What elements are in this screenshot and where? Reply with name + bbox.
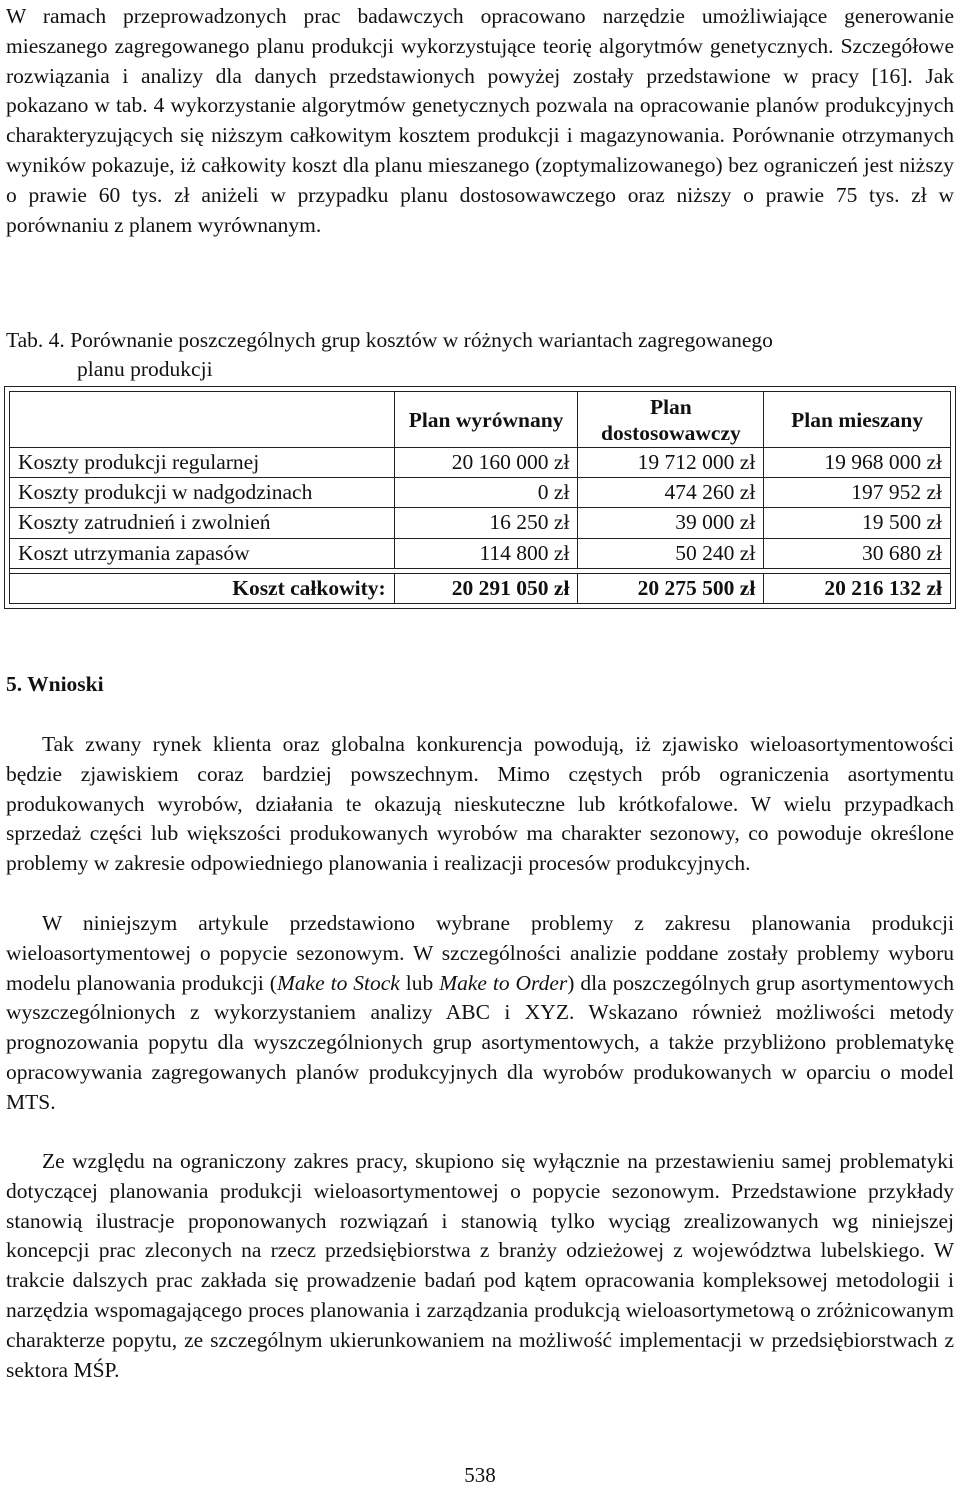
cell-value: 39 000 zł: [578, 508, 764, 538]
total-label: Koszt całkowity:: [10, 573, 395, 603]
cell-value: 474 260 zł: [578, 478, 764, 508]
header-plan-dostosowawczy: Plan dostosowawczy: [578, 392, 764, 448]
cost-comparison-table: [9, 391, 951, 604]
table-caption-label: Tab. 4.: [6, 328, 65, 352]
table-header-row: [10, 392, 951, 448]
cell-value: 30 680 zł: [764, 538, 951, 568]
table-caption-line2: planu produkcji: [77, 357, 213, 381]
conclusion-paragraph-3: Ze względu na ograniczony zakres pracy, skupiono się wyłącznie na przestawieniu samej problematyki dotyczącej planowania produkcji wieloasortymentowej o popycie sezonowym. Przedstawione przykłady stanowią ilustracje proponowanych rozwiązań i stanowią tylko wyciąg zrealizowanych wg niniejszej koncepcji prac zleconych na rzecz przedsiębiorstwa z branży odzieżowej z województwa lubelskiego. W trakcie dalszych prac zakłada się prowadzenie badań pod kątem opracowania kompleksowej metodologii i narzędzia wspomagającego proces planowania i zarządzania produkcją wieloasortymetową o zróżnicowanym charakterze popytu, ze szczególnym ukierunkowaniem na możliwość implementacji w przedsiębiorstwach z sektora MŚP.: [6, 1149, 954, 1382]
row-label: Koszt utrzymania zapasów: [10, 538, 395, 568]
header-plan-mieszany: Plan mieszany: [764, 392, 951, 448]
conclusion-paragraph-2: [6, 909, 954, 1118]
header-empty-cell: [10, 392, 395, 448]
row-label: Koszty produkcji w nadgodzinach: [10, 478, 395, 508]
cell-value: 16 250 zł: [394, 508, 578, 538]
italic-term-make-to-order: Make to Order: [439, 970, 568, 995]
paragraph-text: W niniejszym artykule przedstawiono wybrane problemy z zakresu planowania produkcji wieloasortymentowej o popycie sezonowym. W szczególności analizie poddane zostały problemy wyboru modelu planowania produkcji (: [6, 911, 954, 995]
table-caption-line1: Porównanie poszczególnych grup kosztów w różnych wariantach zagregowanego: [70, 328, 773, 352]
row-label: Koszty zatrudnień i zwolnień: [10, 508, 395, 538]
page-number: 538: [464, 1463, 496, 1487]
total-value: 20 291 050 zł: [394, 573, 578, 603]
cell-value: 19 500 zł: [764, 508, 951, 538]
conclusion-paragraph-1: Tak zwany rynek klienta oraz globalna konkurencja powodują, iż zjawisko wieloasortymentowości będzie zjawiskiem coraz bardziej powszechnym. Mimo częstych prób ograniczenia asortymentu produkowanych wyrobów, działania te okazują nieskuteczne lub krótkofalowe. W wielu przypadkach sprzedaż części lub większości produkowanych wyrobów ma charakter sezonowy, co powoduje określone problemy w zakresie odpowiedniego planowania i realizacji procesów produkcyjnych.: [6, 732, 954, 876]
paragraph-text: lub: [399, 970, 440, 995]
paragraph-text: ) dla poszczególnych grup asortymentowych wyszczególnionych z wykorzystaniem analizy ABC i XYZ. Wskazano również możliwości metody prognozowania popytu dla wyszczególnionych grup asortymentowych, a także przybliżono problematykę opracowywania zagregowanych planów produkcyjnych dla wyrobów produkowanych w oparciu o model MTS.: [6, 970, 954, 1114]
total-value: 20 216 132 zł: [764, 573, 951, 603]
table-row: [10, 508, 951, 538]
cell-value: 19 712 000 zł: [578, 448, 764, 478]
cost-table-frame: [4, 386, 956, 609]
row-label: Koszty produkcji regularnej: [10, 448, 395, 478]
table-row: [10, 538, 951, 568]
italic-term-make-to-stock: Make to Stock: [276, 970, 400, 995]
cell-value: 197 952 zł: [764, 478, 951, 508]
cell-value: 20 160 000 zł: [394, 448, 578, 478]
cell-value: 19 968 000 zł: [764, 448, 951, 478]
section-heading: 5. Wnioski: [6, 672, 104, 696]
intro-paragraph: W ramach przeprowadzonych prac badawczych opracowano narzędzie umożliwiające generowanie mieszanego zagregowanego planu produkcji wykorzystujące teorię algorytmów genetycznych. Szczegółowe rozwiązania i analizy dla danych przedstawionych powyżej zostały przedstawione w pracy [16]. Jak pokazano w tab. 4 wykorzystanie algorytmów genetycznych pozwala na opracowanie planów produkcyjnych charakteryzujących się niższym całkowitym kosztem produkcji i magazynowania. Porównanie otrzymanych wyników pokazuje, iż całkowity koszt dla planu mieszanego (zoptymalizowanego) bez ograniczeń jest niższy o prawie 60 tys. zł aniżeli w przypadku planu dostosowawczego oraz niższy o prawie 75 tys. zł w porównaniu z planem wyrównanym.: [6, 4, 954, 237]
table-caption: [6, 326, 954, 384]
cell-value: 50 240 zł: [578, 538, 764, 568]
table-row: [10, 478, 951, 508]
table-total-row: [10, 573, 951, 603]
total-value: 20 275 500 zł: [578, 573, 764, 603]
cell-value: 0 zł: [394, 478, 578, 508]
table-row: [10, 448, 951, 478]
cell-value: 114 800 zł: [394, 538, 578, 568]
header-plan-wyrownany: Plan wyrównany: [394, 392, 578, 448]
